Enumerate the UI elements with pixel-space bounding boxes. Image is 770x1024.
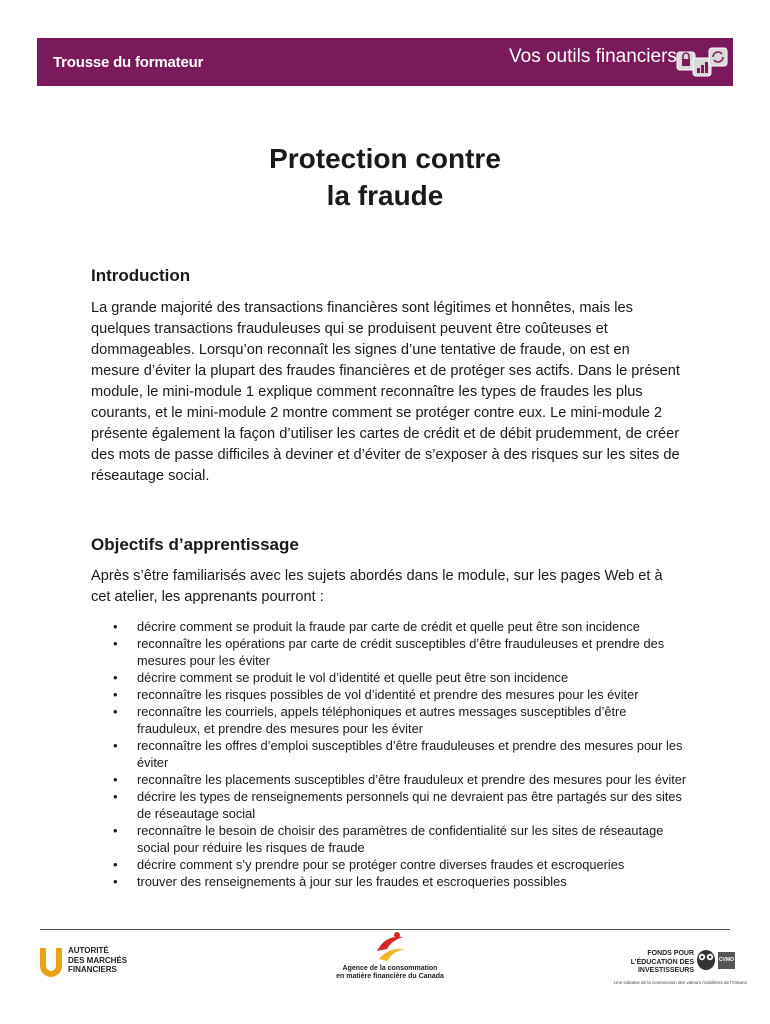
objectives-list (113, 618, 693, 890)
fei-subline: Une initiative de la Commission des valeurs mobilières de l’Ontario (614, 980, 748, 985)
fei-line-3: INVESTISSEURS (637, 967, 694, 974)
acfc-mark-icon (373, 931, 407, 963)
header-tool-icons (675, 44, 731, 80)
fei-line-1: FONDS POUR (647, 950, 694, 957)
introduction-body: La grande majorité des transactions financières sont légitimes et honnêtes, mais les quelques transactions frauduleuses qui se produisent peuvent être coûteuses et dommageables. Lorsqu’on reconnaît les signes d’une tentative de fraude, on est en mesure d’éviter la plupart des fraudes financières et de protéger ses actifs. Dans le présent module, le mini-module 1 explique comment reconnaître les types de fraudes les plus courants, et le mini-module 2 montre comment se protéger contre eux. Le mini-module 2 présente également la façon d’utiliser les cartes de crédit et de débit prudemment, de créer des mots de passe difficiles à deviner et d’éviter de s’exposer à des risques sur les sites de réseautage social. (91, 300, 680, 484)
list-item: • reconnaître les opérations par carte de crédit susceptibles d’être frauduleuses et prendre des mesures pour les éviter (113, 635, 693, 669)
footer-divider (40, 929, 730, 930)
list-item: • décrire comment se produit la fraude par carte de crédit et quelle peut être son incidence (113, 618, 693, 635)
acfc-logo (335, 931, 445, 987)
chart-icon (693, 58, 711, 76)
list-item: • reconnaître le besoin de choisir des paramètres de confidentialité sur les sites de réseautage social pour réduire les risques de fraude (113, 822, 693, 856)
list-item: • reconnaître les courriels, appels téléphoniques et autres messages susceptibles d’être frauduleux, et prendre des mesures pour les éviter (113, 703, 693, 737)
list-item: • décrire comment se produit le vol d’identité et quelle peut être son incidence (113, 669, 693, 686)
header-right-title: Vos outils financiers (509, 46, 677, 67)
amf-line-2: DES MARCHÉS (68, 955, 128, 965)
fei-line-2: L’ÉDUCATION DES (630, 958, 694, 966)
list-item: • décrire comment s’y prendre pour se protéger contre diverses fraudes et escroqueries (113, 856, 693, 873)
owl-icon (696, 946, 716, 970)
amf-line-1: AUTORITÉ (68, 946, 109, 955)
amf-line-3: FINANCIERS (68, 965, 117, 974)
list-item: • trouver des renseignements à jour sur les fraudes et escroqueries possibles (113, 873, 693, 890)
introduction-heading: Introduction (91, 266, 191, 285)
objectives-intro: Après s’être familiarisés avec les sujets abordés dans le module, sur les pages Web et à cet atelier, les apprenants pourront : (91, 568, 663, 605)
amf-logo (38, 944, 158, 984)
acfc-line-2: en matière financière du Canada (336, 973, 444, 980)
acfc-line-1: Agence de la consommation (342, 965, 438, 972)
refresh-icon (709, 48, 727, 66)
list-item: • décrire les types de renseignements personnels qui ne devraient pas être partagés sur des sites de réseautage social (113, 788, 693, 822)
header-left-title: Trousse du formateur (53, 54, 204, 71)
page-title-line-1: Protection contre (269, 143, 501, 174)
objectives-heading: Objectifs d’apprentissage (91, 535, 299, 554)
page-title-line-2: la fraude (326, 180, 444, 211)
list-item: • reconnaître les risques possibles de vol d’identité et prendre des mesures pour les éviter (113, 686, 693, 703)
list-item: • reconnaître les placements susceptibles d’être frauduleux et prendre des mesures pour les éviter (113, 771, 693, 788)
amf-mark-icon (38, 946, 64, 978)
list-item: • reconnaître les offres d’emploi susceptibles d’être frauduleuses et prendre des mesures pour les éviter (113, 737, 693, 771)
cvmo-badge: CVMO (718, 952, 735, 969)
page-title (0, 140, 770, 214)
header-banner (37, 38, 733, 86)
acfc-text (335, 965, 445, 981)
amf-text (68, 946, 127, 975)
lock-icon (677, 52, 695, 70)
fei-logo (610, 944, 748, 992)
fei-text (610, 950, 694, 976)
